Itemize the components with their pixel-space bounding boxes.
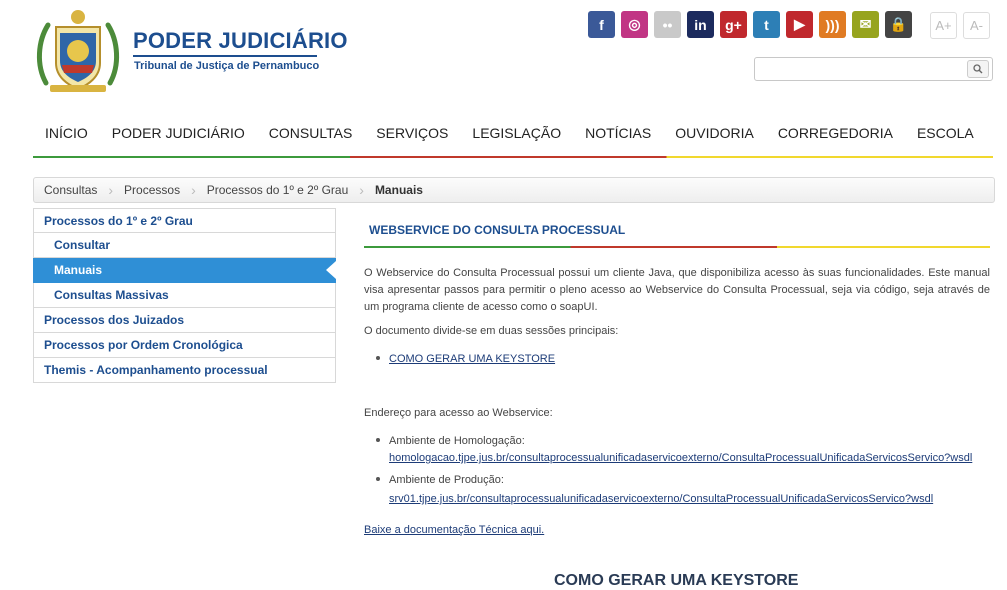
nav-item-2[interactable]: CONSULTAS — [268, 125, 353, 141]
keystore-section-link[interactable]: COMO GERAR UMA KEYSTORE — [389, 353, 556, 365]
content-area — [364, 208, 994, 536]
linkedin-icon[interactable]: in — [687, 11, 714, 38]
font-increase-button[interactable]: A+ — [930, 12, 957, 39]
tjpe-coat-of-arms-logo[interactable] — [32, 5, 124, 97]
page-title: WEBSERVICE DO CONSULTA PROCESSUAL — [369, 223, 626, 237]
nav-item-4[interactable]: LEGISLAÇÃO — [472, 125, 562, 141]
facebook-icon[interactable]: f — [588, 11, 615, 38]
breadcrumb-item[interactable]: Consultas — [44, 183, 98, 197]
social-links — [588, 11, 912, 38]
brand-subtitle: Tribunal de Justiça de Pernambuco — [134, 60, 320, 72]
list-item — [376, 450, 972, 467]
google-plus-icon[interactable]: g+ — [720, 11, 747, 38]
sidebar-menu — [33, 208, 336, 383]
homolog-label: Ambiente de Homologação: — [389, 435, 525, 447]
prod-label: Ambiente de Produção: — [389, 474, 504, 486]
instagram-icon[interactable]: ◎ — [621, 11, 648, 38]
mail-icon[interactable]: ✉ — [852, 11, 879, 38]
list-item — [376, 351, 555, 368]
nav-item-1[interactable]: PODER JUDICIÁRIO — [111, 125, 245, 141]
chevron-right-icon: › — [191, 182, 196, 198]
rss-icon[interactable]: ))) — [819, 11, 846, 38]
sidebar-item[interactable]: Manuais — [33, 258, 336, 283]
brand-title: PODER JUDICIÁRIO — [133, 28, 348, 53]
nav-item-3[interactable]: SERVIÇOS — [376, 125, 449, 141]
homolog-url-link[interactable]: homologacao.tjpe.jus.br/consultaprocessualunificadaservicoexterno/ConsultaProcessualUnificadaServicosServico?wsdl — [389, 452, 973, 464]
sidebar-item[interactable]: Consultar — [33, 233, 336, 258]
twitter-icon[interactable]: t — [753, 11, 780, 38]
nav-item-8[interactable]: ESCOLA — [916, 125, 974, 141]
search-button[interactable] — [967, 60, 989, 78]
nav-item-6[interactable]: OUVIDORIA — [675, 125, 754, 141]
chevron-right-icon: › — [359, 182, 364, 198]
search-box — [754, 57, 993, 81]
font-decrease-button[interactable]: A- — [963, 12, 990, 39]
search-input[interactable] — [755, 58, 960, 80]
endpoint-list — [376, 433, 972, 508]
download-doc-link[interactable]: Baixe a documentação Técnica aqui. — [364, 524, 545, 536]
font-size-controls — [930, 12, 990, 39]
nav-color-rule — [33, 156, 993, 158]
bullet-icon — [376, 356, 380, 360]
prod-url-link[interactable]: srv01.tjpe.jus.br/consultaprocessualunificadaservicoexterno/ConsultaProcessualUnificadaServicosServico?wsdl — [389, 493, 934, 505]
breadcrumb — [33, 177, 995, 203]
brand-divider — [133, 55, 317, 57]
search-icon — [973, 64, 983, 74]
nav-item-5[interactable]: NOTÍCIAS — [585, 125, 652, 141]
breadcrumb-item[interactable]: Processos — [124, 183, 181, 197]
doc-paragraph — [364, 522, 544, 539]
sidebar-item[interactable]: Consultas Massivas — [33, 283, 336, 308]
intro-paragraph: O Webservice do Consulta Processual possui um cliente Java, que disponibiliza acesso às suas funcionalidades. Este manual visa apresentar passos para permitir o pleno acesso ao Webservice do Consulta Processual, seja via código, seja através de um programa cliente de acesso como o soapUI. — [364, 267, 990, 313]
list-item — [376, 491, 972, 508]
flickr-icon[interactable]: •• — [654, 11, 681, 38]
sidebar-item[interactable]: Processos dos Juizados — [33, 308, 336, 333]
bullet-icon — [376, 438, 380, 442]
title-color-rule — [364, 246, 990, 248]
sidebar-item[interactable]: Processos por Ordem Cronológica — [33, 333, 336, 358]
main-navigation — [33, 120, 993, 158]
sidebar-item[interactable]: Processos do 1º e 2º Grau — [33, 208, 336, 233]
sections-list — [376, 351, 555, 368]
list-item — [376, 433, 972, 450]
endpoint-intro: Endereço para acesso ao Webservice: — [364, 407, 553, 419]
sections-intro: O documento divide-se em duas sessões principais: — [364, 325, 619, 337]
breadcrumb-item: Manuais — [374, 183, 423, 197]
breadcrumb-item[interactable]: Processos do 1º e 2º Grau — [206, 183, 349, 197]
chevron-right-icon: › — [108, 182, 114, 198]
youtube-icon[interactable]: ▶ — [786, 11, 813, 38]
nav-item-7[interactable]: CORREGEDORIA — [777, 125, 893, 141]
list-item — [376, 472, 972, 489]
bullet-icon — [376, 477, 380, 481]
sidebar-item[interactable]: Themis - Acompanhamento processual — [33, 358, 336, 383]
lock-icon[interactable]: 🔒 — [885, 11, 912, 38]
keystore-section-title: COMO GERAR UMA KEYSTORE — [554, 572, 799, 589]
nav-item-0[interactable]: INÍCIO — [45, 125, 88, 141]
